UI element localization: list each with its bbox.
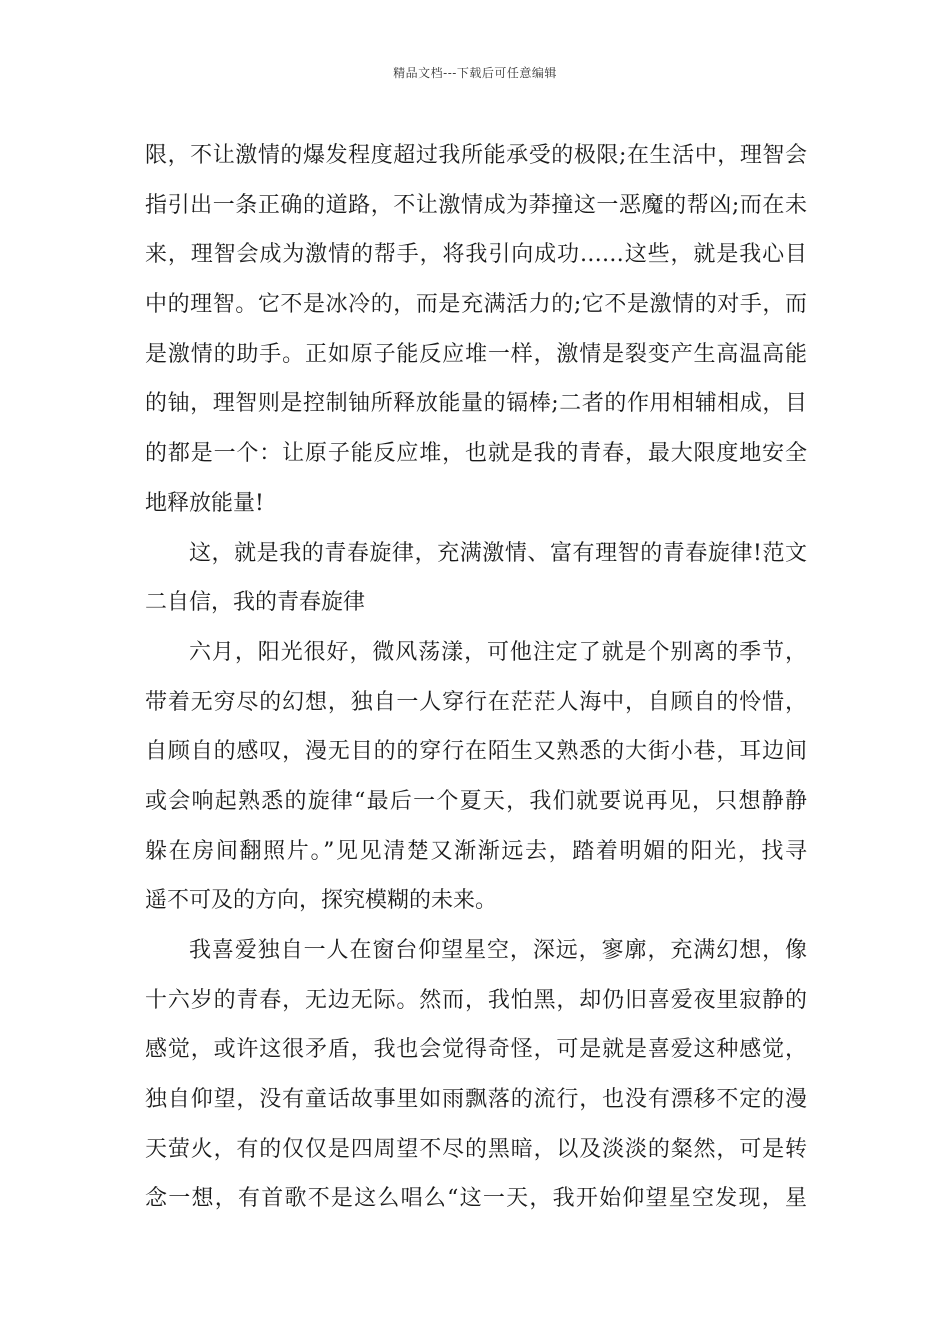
text-line: 的都是一个：让原子能反应堆，也就是我的青春，最大限度地安全 — [145, 441, 807, 467]
text-line: 限，不让激情的爆发程度超过我所能承受的极限;在生活中，理智会 — [145, 143, 807, 168]
text-line: 是激情的助手。正如原子能反应堆一样，激情是裂变产生高温高能 — [145, 341, 807, 367]
text-line: 地释放能量! — [145, 490, 264, 516]
text-line: 六月，阳光很好，微风荡漾，可他注定了就是个别离的季节， — [189, 639, 807, 665]
text-line: 二自信，我的青春旋律 — [145, 590, 366, 616]
text-line: 躲在房间翻照片。”见见清楚又渐渐远去，踏着明媚的阳光，找寻 — [145, 838, 807, 864]
text-line: 遥不可及的方向，探究模糊的未来。 — [145, 888, 498, 914]
text-line: 的铀，理智则是控制铀所释放能量的镉棒;二者的作用相辅相成，目 — [145, 391, 807, 417]
text-line: 念一想，有首歌不是这么唱么“这一天，我开始仰望星空发现，星 — [145, 1186, 807, 1212]
text-line: 带着无穷尽的幻想，独自一人穿行在茫茫人海中，自顾自的怜惜， — [145, 689, 807, 715]
body-text — [145, 131, 807, 1224]
text-line: 我喜爱独自一人在窗台仰望星空，深远，寥廓，充满幻想，像 — [189, 938, 807, 963]
text-line: 天萤火，有的仅仅是四周望不尽的黑暗，以及淡淡的粲然，可是转 — [145, 1136, 807, 1162]
text-line: 指引出一条正确的道路，不让激情成为莽撞这一恶魔的帮凶;而在未 — [145, 192, 807, 218]
text-line: 自顾自的感叹，漫无目的的穿行在陌生又熟悉的大街小巷，耳边间 — [145, 739, 807, 765]
text-line: 独自仰望，没有童话故事里如雨飘落的流行，也没有漂移不定的漫 — [145, 1087, 807, 1113]
page-header: 精品文档---下载后可任意编辑 — [393, 66, 557, 80]
text-line: 感觉，或许这很矛盾，我也会觉得奇怪，可是就是喜爱这种感觉， — [145, 1037, 807, 1063]
text-line: 中的理智。它不是冰冷的，而是充满活力的;它不是激情的对手，而 — [145, 292, 807, 318]
text-line: 来，理智会成为激情的帮手，将我引向成功……这些，就是我心目 — [145, 242, 807, 268]
text-line: 或会响起熟悉的旋律“最后一个夏天，我们就要说再见，只想静静 — [145, 788, 807, 814]
text-line: 这，就是我的青春旋律，充满激情、富有理智的青春旋律!范文 — [189, 540, 807, 566]
text-line: 十六岁的青春，无边无际。然而，我怕黑，却仍旧喜爱夜里寂静的 — [145, 987, 807, 1013]
